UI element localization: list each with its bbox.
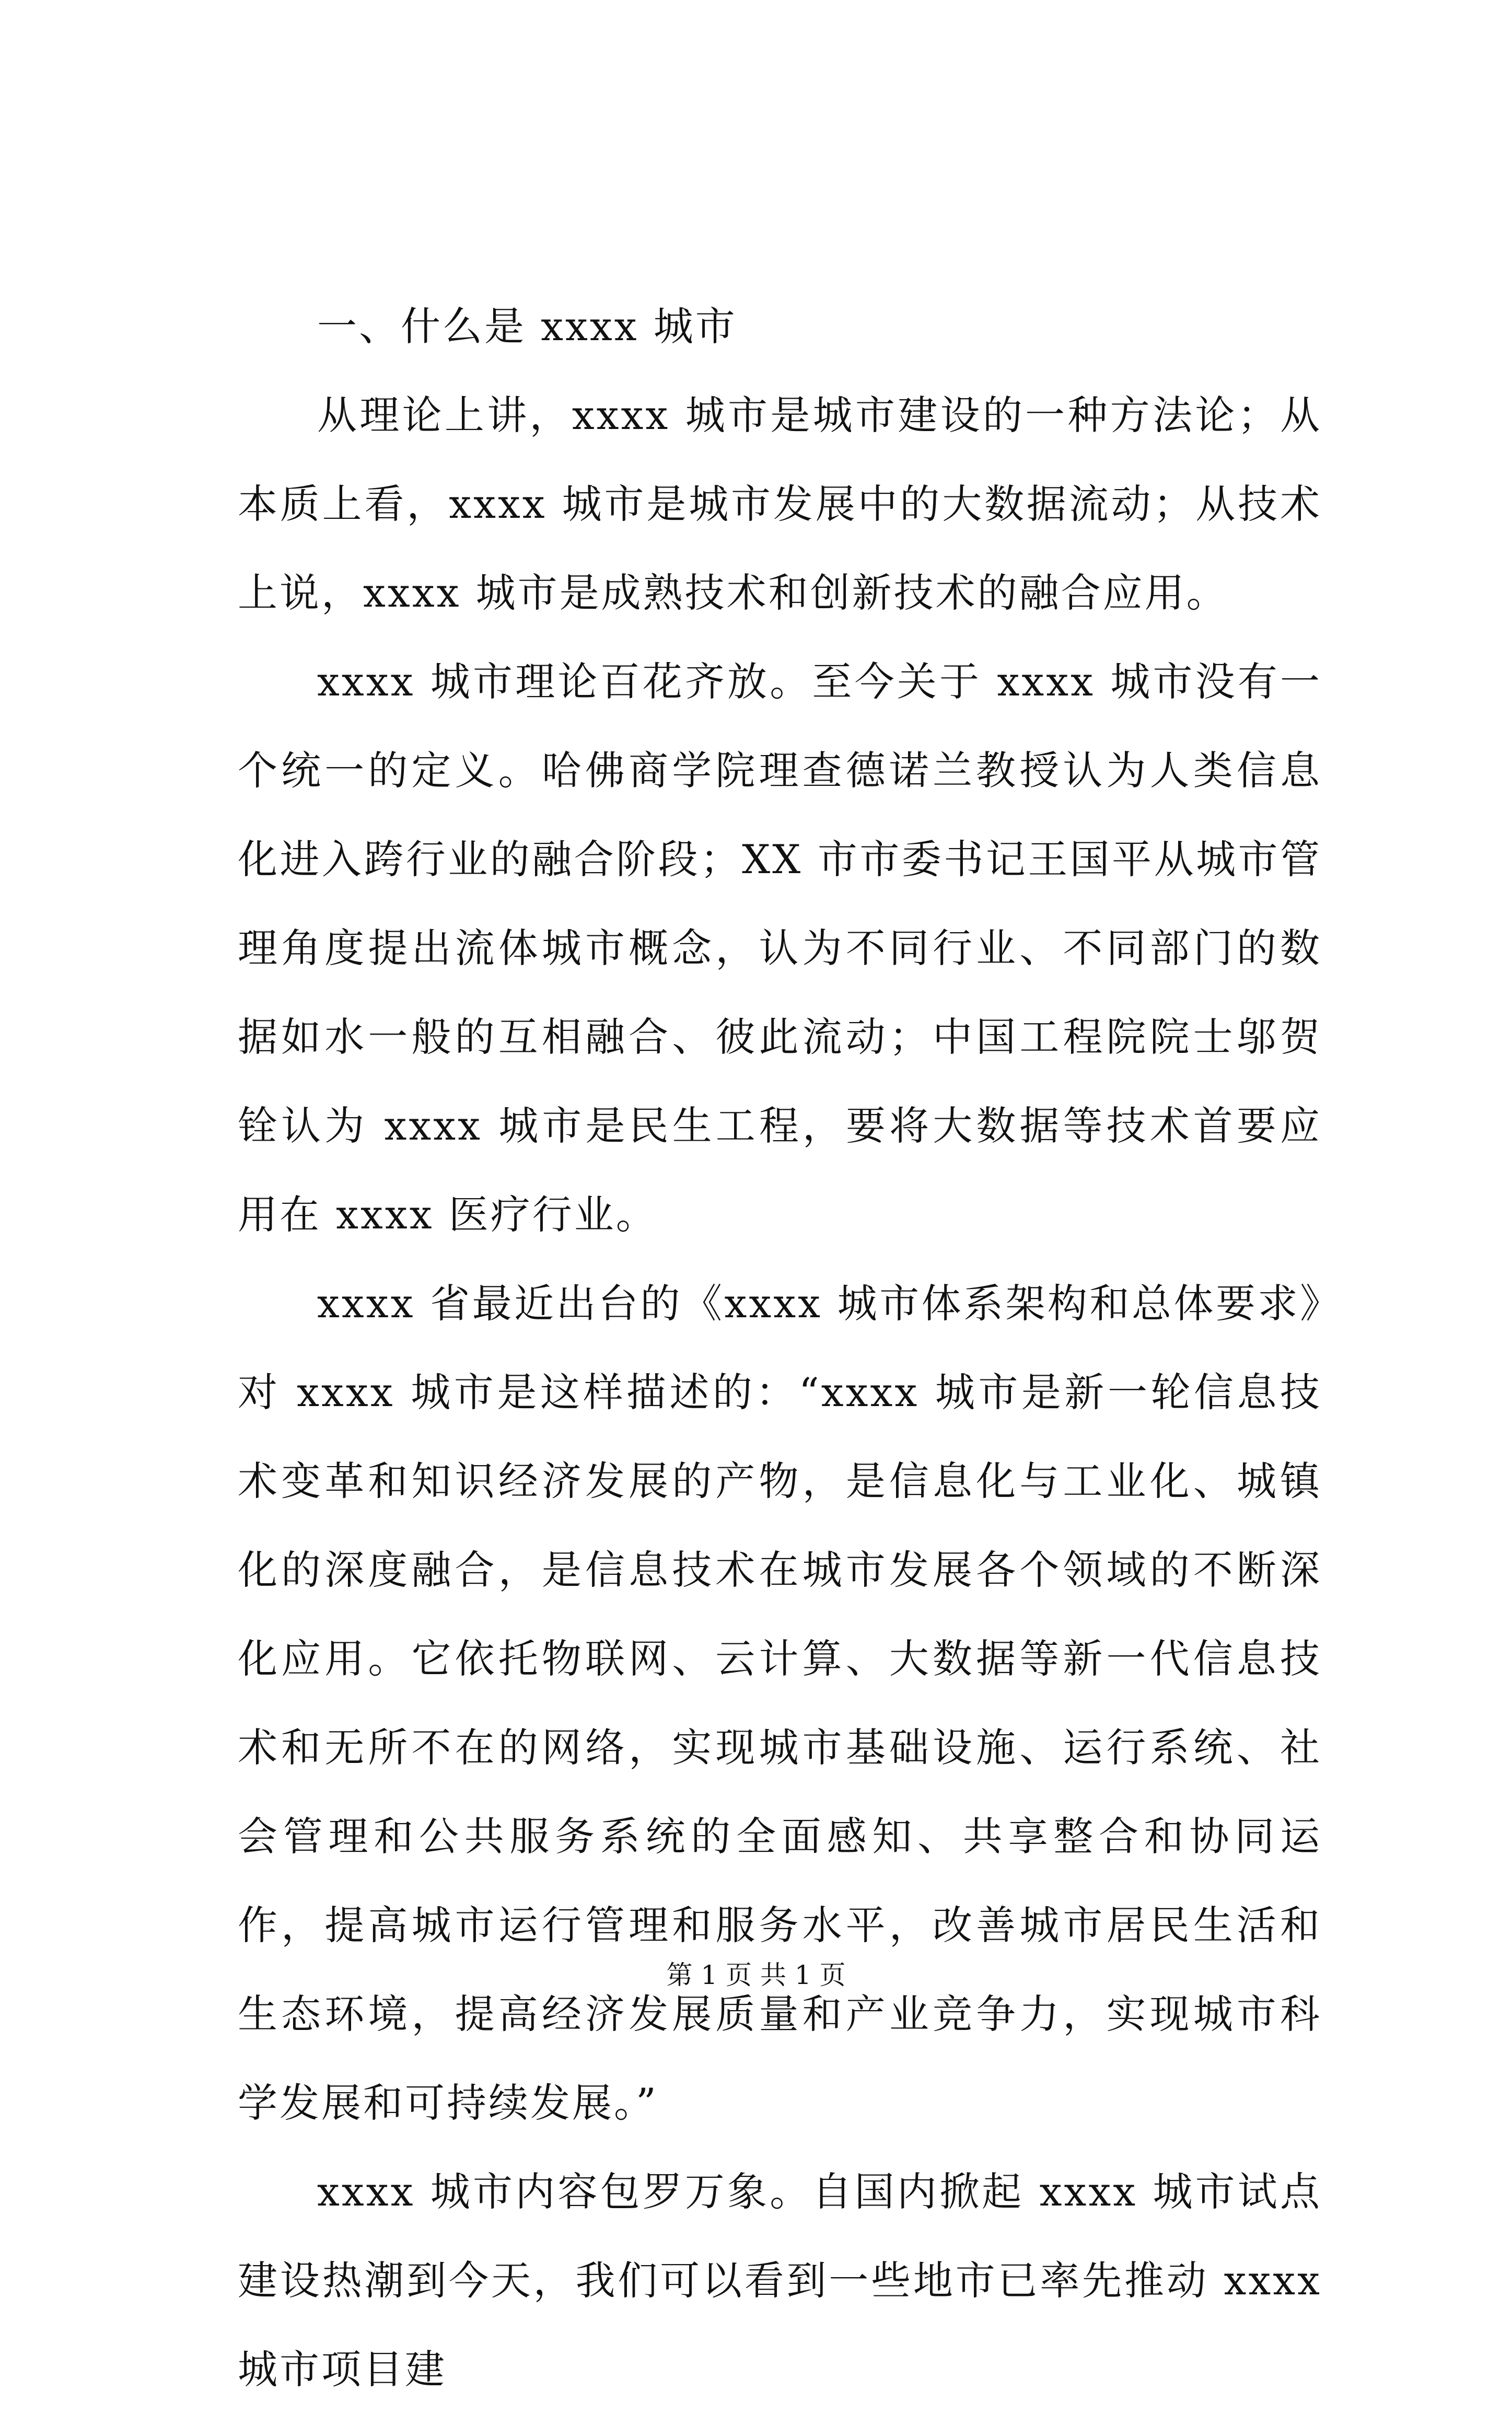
page-footer: 第 1 页 共 1 页 <box>666 1960 846 1990</box>
paragraph-3: xxxx 省最近出台的《xxxx 城市体系架构和总体要求》对 xxxx 城市是这样描述的：“xxxx 城市是新一轮信息技术变革和知识经济发展的产物，是信息化与工业化、城镇化的深度融合，是信息技术在城市发展各个领域的不断深化应用。它依托物联网、云计算、大数据等新一代信息技术和无所不在的网络，实现城市基础设施、运行系统、社会管理和公共服务系统的全面感知、共享整合和协同运作，提高城市运行管理和服务水平，改善城市居民生活和生态环境，提高经济发展质量和产业竞争力，实现城市科学发展和可持续发展。” <box>238 1280 1322 2126</box>
document-body <box>238 282 1322 2414</box>
paragraph-2: xxxx 城市理论百花齐放。至今关于 xxxx 城市没有一个统一的定义。哈佛商学院理查德诺兰教授认为人类信息化进入跨行业的融合阶段；XX 市市委书记王国平从城市管理角度提出流体城市概念，认为不同行业、不同部门的数据如水一般的互相融合、彼此流动；中国工程院院士邬贺铨认为 xxxx 城市是民生工程，要将大数据等技术首要应用在 xxxx 医疗行业。 <box>238 658 1322 1238</box>
section-heading: 一、什么是 xxxx 城市 <box>317 303 737 350</box>
paragraph-4: xxxx 城市内容包罗万象。自国内掀起 xxxx 城市试点建设热潮到今天，我们可以看到一些地市已率先推动 xxxx 城市项目建 <box>238 2168 1322 2393</box>
paragraph-1: 从理论上讲，xxxx 城市是城市建设的一种方法论；从本质上看，xxxx 城市是城市发展中的大数据流动；从技术上说，xxxx 城市是成熟技术和创新技术的融合应用。 <box>238 392 1322 616</box>
